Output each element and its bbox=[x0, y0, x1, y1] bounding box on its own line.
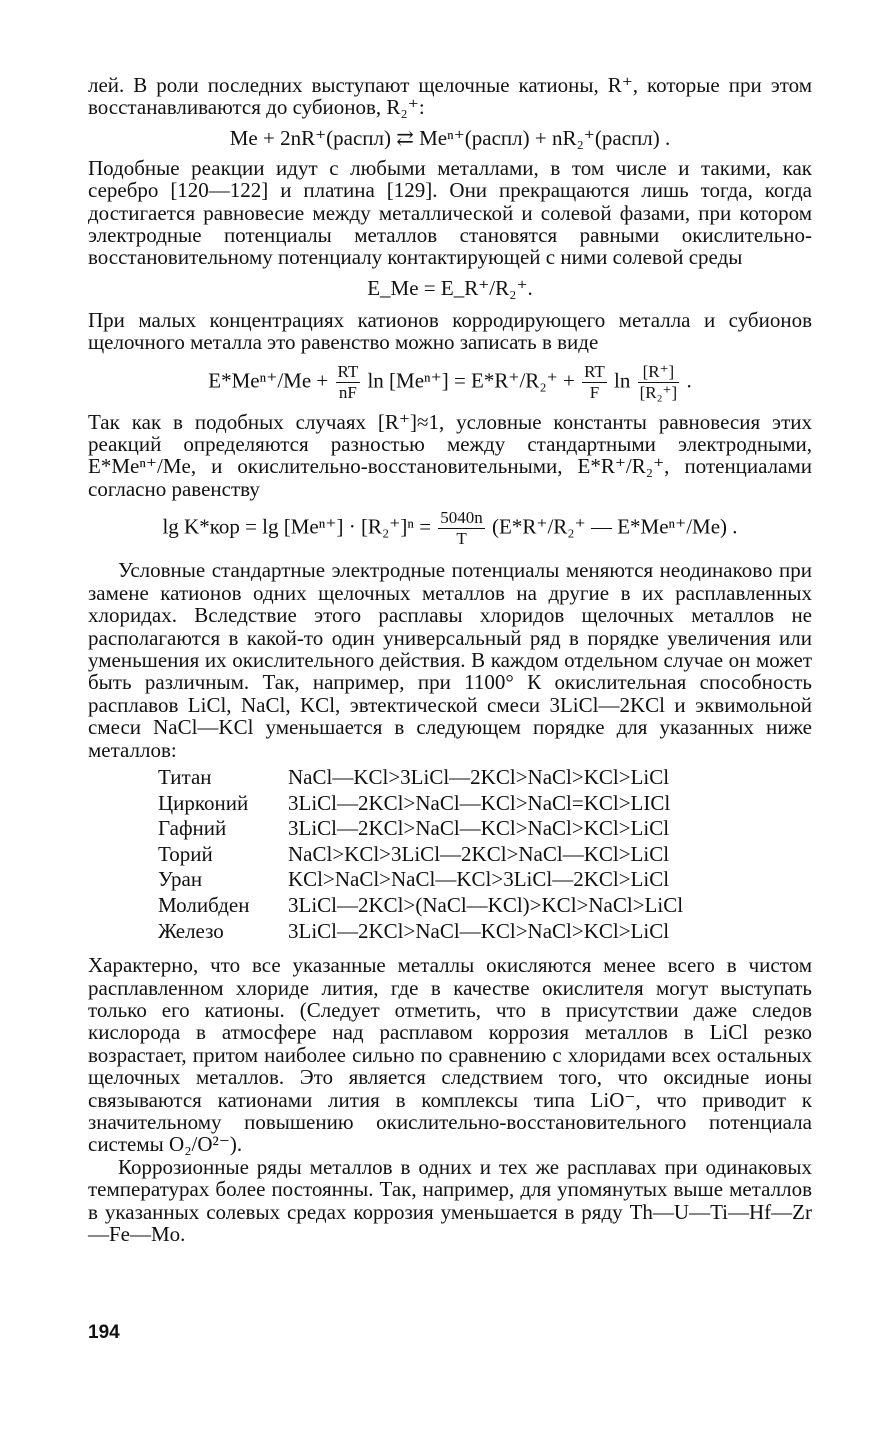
series-order: 3LiCl—2KCl>(NaCl—KCl)>KCl>NaCl>LiCl bbox=[288, 892, 684, 917]
series-order: NaCl—KCl>3LiCl—2KCl>NaCl>KCl>LiCl bbox=[288, 764, 670, 789]
series-metal: Торий bbox=[158, 841, 213, 866]
series-row bbox=[158, 791, 683, 817]
page-number: 194 bbox=[88, 1322, 120, 1343]
formula-reaction: Me + 2nR⁺(распл) ⇄ Meⁿ⁺(распл) + nR₂⁺(распл) . bbox=[229, 125, 671, 150]
paragraph-2: Подобные реакции идут с любыми металлами, в том числе и такими, как серебро [120—122] и платина [129]. Они прекращаются лишь тогда, когда достигается равновесие между металлической и солевой фазами, при котором электродные потенциалы металлов становятся равными окислительно-восстановительному потенциалу контактирующей с ними солевой среды bbox=[88, 155, 812, 270]
series-metal: Гафний bbox=[158, 816, 227, 841]
paragraph-3: При малых концентрациях катионов корродирующего металла и субионов щелочного металла это равенство можно записать в виде bbox=[88, 307, 812, 355]
formula-nernst bbox=[88, 362, 812, 403]
formula-nernst-ln: ln bbox=[614, 367, 631, 392]
series-metal: Титан bbox=[158, 764, 212, 789]
fraction-5040n-t: $\frac{5040n}{T}$ bbox=[440, 508, 483, 549]
series-metal: Цирконий bbox=[158, 790, 249, 815]
formula-constant-right: (E*R⁺/R₂⁺ — E*Meⁿ⁺/Me) . bbox=[492, 514, 738, 539]
paragraph-5: Условные стандартные электродные потенциалы меняются неодинаково при замене катионов одних щелочных металлов на другие в их расплавленных хлоридах. Вследствие этого расплавы хлоридов щелочных металлов не располагаются в какой-то один универсальный ряд в порядке увеличения или уменьшения их окислительного действия. В каждом отдельном случае он может быть различным. Так, например, при 1100° К окислительная способность расплавов LiCl, NaCl, KCl, эвтектической смеси 3LiCl—2KCl и эквимольной смеси NaCl—KCl уменьшается в следующем порядке для указанных ниже металлов: bbox=[88, 558, 812, 762]
formula-equilibrium: E_Me = E_R⁺/R₂⁺. bbox=[367, 275, 533, 300]
formula-nernst-left: E*Meⁿ⁺/Me + bbox=[208, 367, 329, 392]
series-row bbox=[158, 842, 683, 868]
series-metal: Молибден bbox=[158, 892, 250, 917]
series-row bbox=[158, 816, 683, 842]
series-order: 3LiCl—2KCl>NaCl—KCl>NaCl=KCl>LICl bbox=[288, 790, 671, 815]
series-row bbox=[158, 867, 683, 893]
paragraph-6: Характерно, что все указанные металлы окисляются менее всего в чистом расплавленном хлориде лития, где в качестве окислителя могут выступать только его катионы. (Следует отметить, что в присутствии даже следов кислорода в атмосфере над расплавом коррозия металлов в LiCl резко возрастает, притом наиболее сильно по сравнению с хлоридами всех остальных щелочных металлов. Это является следствием того, что оксидные ионы связываются катионами лития в комплексы типа LiO⁻, что приводит к значительному повышению окислительно-восстановительного потенциала системы O₂/O²⁻). bbox=[88, 953, 812, 1157]
paragraph-4: Так как в подобных случаях [R⁺]≈1, условные константы равновесия этих реакций определяются разностью между стандартными электродными, E*Meⁿ⁺/Me, и окислительно-восстановительными, E*R⁺/R₂⁺, потенциалами согласно равенству bbox=[88, 409, 812, 501]
series-metal: Уран bbox=[158, 867, 203, 892]
series-order: 3LiCl—2KCl>NaCl—KCl>NaCl>KCl>LiCl bbox=[288, 918, 670, 943]
series-order: NaCl>KCl>3LiCl—2KCl>NaCl—KCl>LiCl bbox=[288, 841, 670, 866]
formula-constant-left: lg K*кор = lg [Meⁿ⁺] · [R₂⁺]ⁿ = bbox=[162, 514, 432, 539]
fraction-rt-nf: $\frac{RT}{nF}$ bbox=[337, 361, 359, 402]
series-row bbox=[158, 893, 683, 919]
paragraph-7: Коррозионные ряды металлов в одних и тех же расплавах при одинаковых температурах более постоянны. Так, например, для упомянутых выше металлов в указанных солевых средах коррозия уменьшается в ряду Th—U—Ti—Hf—Zr—Fe—Mo. bbox=[88, 1154, 812, 1246]
series-order: KCl>NaCl>NaCl—KCl>3LiCl—2KCl>LiCl bbox=[288, 867, 670, 892]
oxidation-series-table bbox=[158, 765, 683, 944]
fraction-r-r2: $\frac{[R^+]}{\text{[R₂⁺]}}$ bbox=[639, 361, 678, 402]
series-metal: Железо bbox=[158, 918, 224, 943]
formula-nernst-mid: ln [Meⁿ⁺] = E*R⁺/R₂⁺ + bbox=[367, 367, 575, 392]
series-row bbox=[158, 765, 683, 791]
formula-nernst-end: . bbox=[686, 367, 692, 392]
page-body bbox=[88, 74, 812, 1245]
formula-constant bbox=[88, 508, 812, 549]
series-row bbox=[158, 919, 683, 945]
paragraph-1: лей. В роли последних выступают щелочные катионы, R⁺, которые при этом восстанавливаются до субионов, R₂⁺: bbox=[88, 73, 812, 120]
series-order: 3LiCl—2KCl>NaCl—KCl>NaCl>KCl>LiCl bbox=[288, 816, 670, 841]
fraction-rt-f: $\frac{RT}{F}$ bbox=[584, 361, 605, 402]
